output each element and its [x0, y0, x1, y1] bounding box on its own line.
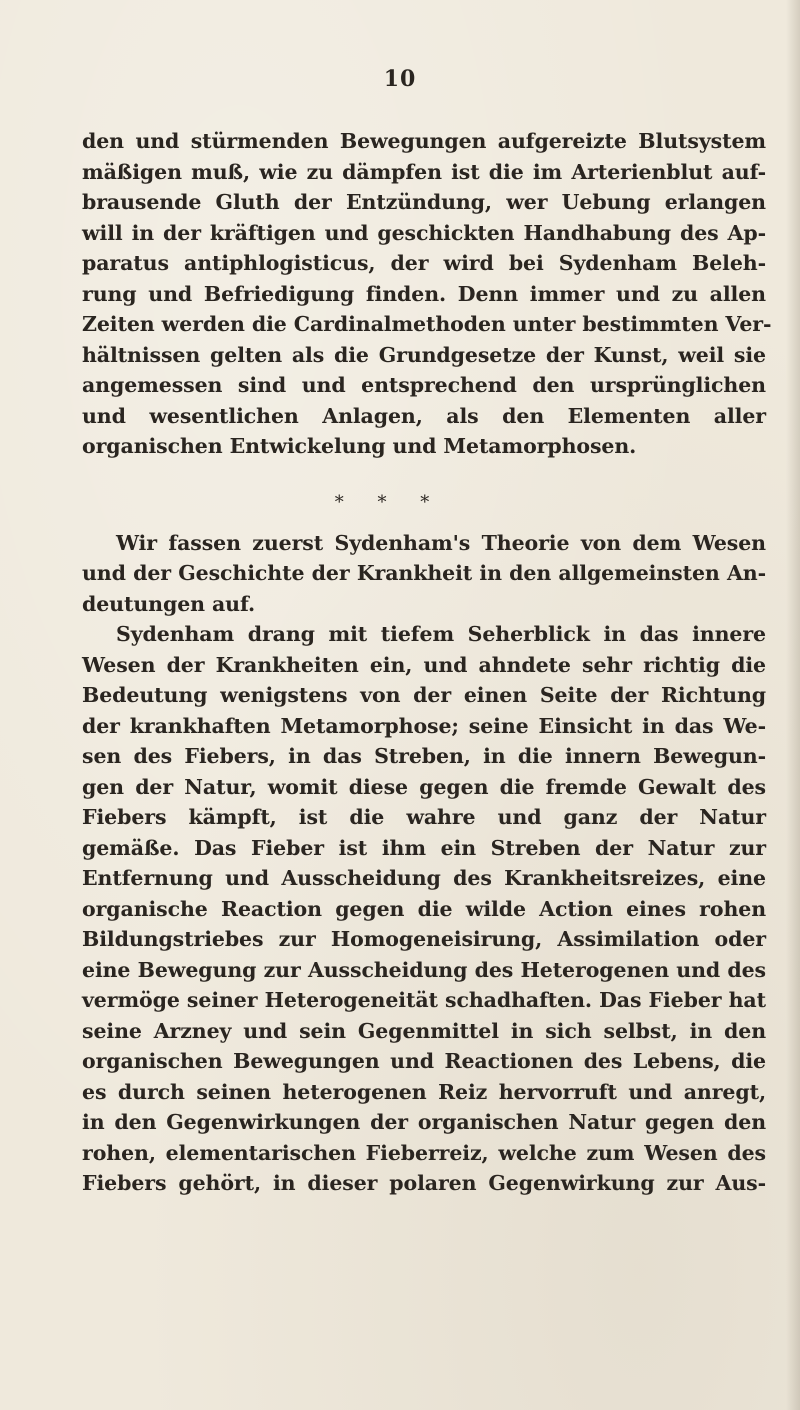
text-line: deutungen auf.	[82, 591, 255, 616]
spacer	[82, 462, 766, 488]
text-line: Bedeutung wenigstens von der einen Seite der Richtung	[82, 683, 766, 707]
text-line: es durch seinen heterogenen Reiz hervorruft und anregt,	[82, 1079, 766, 1104]
text-line: Sydenham drang mit tiefem Seherblick in das innere	[116, 622, 766, 646]
text-line: seine Arzney und sein Gegenmittel in sich selbst, in den	[82, 1018, 766, 1043]
text-line: gemäße. Das Fieber ist ihm ein Streben der Natur zur	[82, 835, 766, 860]
text-line: will in der kräftigen und geschickten Handhabung des Ap-	[82, 220, 766, 245]
section-separator: * * *	[334, 491, 444, 513]
text-line: eine Bewegung zur Ausscheidung des Heterogenen und des	[82, 957, 766, 982]
page-number: 10	[383, 66, 417, 92]
text-line: Wesen der Krankheiten ein, und ahndete sehr richtig die	[82, 652, 766, 677]
text-line: den und stürmenden Bewegungen aufgereizte Blutsystem	[82, 129, 766, 153]
text-line: Zeiten werden die Cardinalmethoden unter bestimmten Ver-	[82, 312, 772, 336]
text-line: Fiebers gehört, in dieser polaren Gegenwirkung zur Aus-	[82, 1171, 766, 1195]
text-line: Wir fassen zuerst Sydenham's Theorie von dem Wesen	[116, 530, 766, 555]
text-line: vermöge seiner Heterogeneität schadhaften. Das Fieber hat	[82, 988, 766, 1012]
text-line: gen der Natur, womit diese gegen die fremde Gewalt des	[82, 774, 766, 799]
text-line: Entfernung und Ausscheidung des Krankheitsreizes, eine	[82, 866, 766, 890]
text-line: der krankhaften Metamorphose; seine Einsicht in das We-	[82, 713, 766, 738]
text-line: rohen, elementarischen Fieberreiz, welche zum Wesen des	[82, 1140, 766, 1165]
paragraph-3	[82, 619, 766, 1199]
text-line: sen des Fiebers, in das Streben, in die innern Bewegun-	[82, 744, 766, 768]
text-line: Fiebers kämpft, ist die wahre und ganz der Natur	[82, 805, 766, 829]
text-line: paratus antiphlogisticus, der wird bei Sydenham Beleh-	[82, 251, 766, 275]
text-line: angemessen sind und entsprechend den ursprünglichen	[82, 373, 766, 397]
page-edge-shadow	[786, 0, 800, 1410]
text-line: hältnissen gelten als die Grundgesetze der Kunst, weil sie	[82, 342, 766, 367]
text-line: und wesentlichen Anlagen, als den Elementen aller	[82, 403, 766, 428]
text-line: mäßigen muß, wie zu dämpfen ist die im Arterienblut auf-	[82, 159, 766, 184]
text-line: in den Gegenwirkungen der organischen Natur gegen den	[82, 1110, 766, 1134]
spacer	[82, 518, 766, 528]
text-line: Bildungstriebes zur Homogeneisirung, Assimilation oder	[82, 927, 766, 951]
text-line: und der Geschichte der Krankheit in den allgemeinsten An-	[82, 561, 766, 585]
paragraph-1	[82, 126, 772, 462]
text-line: organischen Bewegungen und Reactionen des Lebens, die	[82, 1049, 766, 1073]
text-line: rung und Befriedigung finden. Denn immer und zu allen	[82, 281, 766, 306]
paragraph-2	[82, 528, 766, 620]
text-line: organischen Entwickelung und Metamorphosen.	[82, 434, 637, 458]
page-body	[82, 126, 772, 1199]
text-line: organische Reaction gegen die wilde Action eines rohen	[82, 896, 766, 921]
text-line: brausende Gluth der Entzündung, wer Uebung erlangen	[82, 190, 766, 214]
